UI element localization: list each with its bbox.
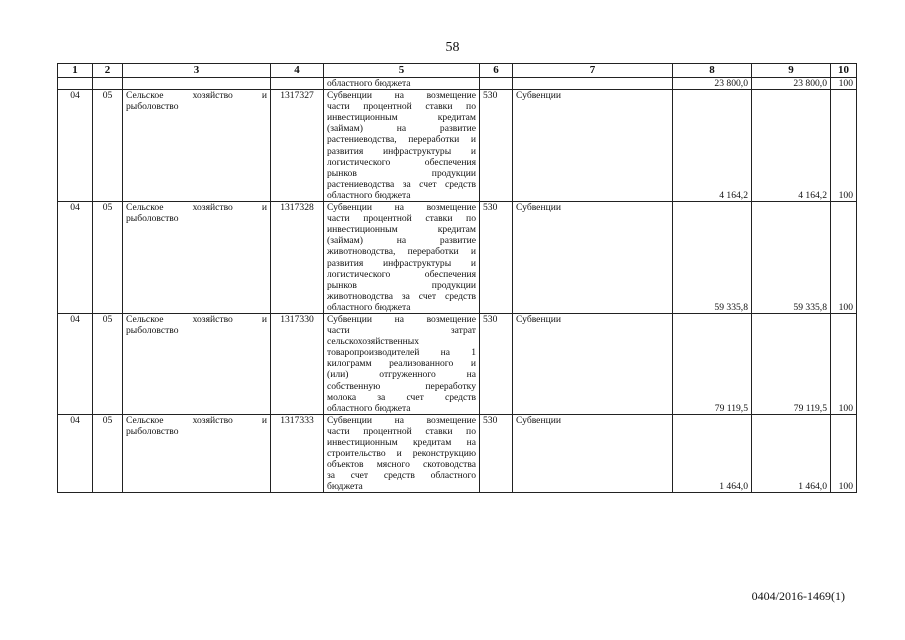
table-row: [58, 202, 857, 314]
title-cell: [123, 313, 271, 414]
description-line: логистического обеспечения: [327, 156, 476, 168]
budget-table: [57, 63, 857, 493]
description-line: бюджета: [327, 481, 363, 493]
table-row: [58, 313, 857, 414]
description-line: рынков продукции: [327, 167, 476, 179]
description-line: Субвенции на возмещение: [327, 313, 476, 325]
percent-cell: 100: [831, 202, 857, 314]
section-cell: 04: [58, 414, 93, 493]
header-col-5: 5: [324, 64, 480, 78]
description-line: молока за счет средств: [327, 391, 476, 403]
expense-type-cell: 530: [480, 202, 513, 314]
description-line: (займам) на развитие: [327, 123, 476, 135]
description-cell: [324, 313, 480, 414]
title-cell: [123, 414, 271, 493]
description-cell: [324, 90, 480, 202]
amount-fact-cell: 59 335,8: [752, 202, 831, 314]
target-code-cell: 1317327: [271, 90, 324, 202]
subsection-cell: 05: [93, 90, 123, 202]
description-line: животноводства, переработки и: [327, 246, 476, 258]
header-col-10: 10: [831, 64, 857, 78]
description-line: рынков продукции: [327, 279, 476, 291]
header-col-3: 3: [123, 64, 271, 78]
section-cell: 04: [58, 313, 93, 414]
description-line: объектов мясного скотоводства: [327, 459, 476, 471]
subsection-cell: 05: [93, 313, 123, 414]
expense-name-cell: Субвенции: [513, 90, 673, 202]
description-line: части процентной ставки по: [327, 425, 476, 437]
table-row: [58, 414, 857, 493]
title-line: рыболовство: [126, 425, 179, 437]
description-line: товаропроизводителей на 1: [327, 347, 476, 359]
description-line: животноводства за счет средств: [327, 290, 476, 302]
title-line: рыболовство: [126, 213, 179, 225]
description-line: растениеводства, переработки и: [327, 134, 476, 146]
section-cell: 04: [58, 90, 93, 202]
title-line: Сельское хозяйство и: [126, 313, 267, 325]
description-line: собственную переработку: [327, 380, 476, 392]
header-col-4: 4: [271, 64, 324, 78]
description-line: развития инфраструктуры и: [327, 257, 476, 269]
title-line: рыболовство: [126, 325, 179, 337]
header-col-9: 9: [752, 64, 831, 78]
description-line: Субвенции на возмещение: [327, 202, 476, 214]
page-number: 58: [445, 40, 460, 55]
continuation-amount-fact: 23 800,0: [752, 78, 831, 90]
document-code: 0404/2016-1469(1): [751, 589, 845, 603]
target-code-cell: 1317333: [271, 414, 324, 493]
expense-type-cell: 530: [480, 414, 513, 493]
description-line: областного бюджета: [327, 402, 411, 414]
amount-plan-cell: 79 119,5: [673, 313, 752, 414]
continuation-percent: 100: [831, 78, 857, 90]
header-col-6: 6: [480, 64, 513, 78]
percent-cell: 100: [831, 90, 857, 202]
description-line: инвестиционным кредитам: [327, 224, 476, 236]
target-code-cell: 1317330: [271, 313, 324, 414]
title-cell: [123, 202, 271, 314]
amount-fact-cell: 4 164,2: [752, 90, 831, 202]
expense-name-cell: Субвенции: [513, 414, 673, 493]
amount-plan-cell: 4 164,2: [673, 90, 752, 202]
description-line: растениеводства за счет средств: [327, 178, 476, 190]
description-line: областного бюджета: [327, 301, 411, 313]
description-line: развития инфраструктуры и: [327, 145, 476, 157]
amount-plan-cell: 59 335,8: [673, 202, 752, 314]
description-line: строительство и реконструкцию: [327, 448, 476, 460]
description-line: инвестиционным кредитам на: [327, 437, 476, 448]
title-line: Сельское хозяйство и: [126, 202, 267, 214]
title-line: Сельское хозяйство и: [126, 414, 267, 426]
description-line: части процентной ставки по: [327, 101, 476, 113]
description-line: части процентной ставки по: [327, 213, 476, 225]
description-cell: [324, 414, 480, 493]
header-col-7: 7: [513, 64, 673, 78]
header-row: [58, 64, 857, 78]
description-line: инвестиционным кредитам: [327, 112, 476, 124]
header-col-2: 2: [93, 64, 123, 78]
description-line: части затрат: [327, 325, 476, 337]
title-line: рыболовство: [126, 101, 179, 113]
description-cell: [324, 202, 480, 314]
section-cell: 04: [58, 202, 93, 314]
description-line: Субвенции на возмещение: [327, 414, 476, 426]
description-line: Субвенции на возмещение: [327, 90, 476, 102]
subsection-cell: 05: [93, 414, 123, 493]
continuation-amount-plan: 23 800,0: [673, 78, 752, 90]
table-row: [58, 90, 857, 202]
header-col-8: 8: [673, 64, 752, 78]
header-col-1: 1: [58, 64, 93, 78]
title-line: Сельское хозяйство и: [126, 90, 267, 102]
title-cell: [123, 90, 271, 202]
amount-fact-cell: 1 464,0: [752, 414, 831, 493]
percent-cell: 100: [831, 414, 857, 493]
continuation-description: областного бюджета: [324, 78, 480, 90]
description-line: логистического обеспечения: [327, 268, 476, 280]
expense-type-cell: 530: [480, 313, 513, 414]
target-code-cell: 1317328: [271, 202, 324, 314]
description-line: килограмм реализованного и: [327, 358, 476, 370]
amount-plan-cell: 1 464,0: [673, 414, 752, 493]
percent-cell: 100: [831, 313, 857, 414]
description-line: (или) отгруженного на: [327, 369, 476, 381]
description-line: (займам) на развитие: [327, 235, 476, 247]
subsection-cell: 05: [93, 202, 123, 314]
expense-name-cell: Субвенции: [513, 313, 673, 414]
expense-name-cell: Субвенции: [513, 202, 673, 314]
amount-fact-cell: 79 119,5: [752, 313, 831, 414]
description-line: за счет средств областного: [327, 470, 476, 482]
description-line: сельскохозяйственных: [327, 336, 420, 348]
continuation-row: [58, 78, 857, 90]
expense-type-cell: 530: [480, 90, 513, 202]
description-line: областного бюджета: [327, 189, 411, 201]
